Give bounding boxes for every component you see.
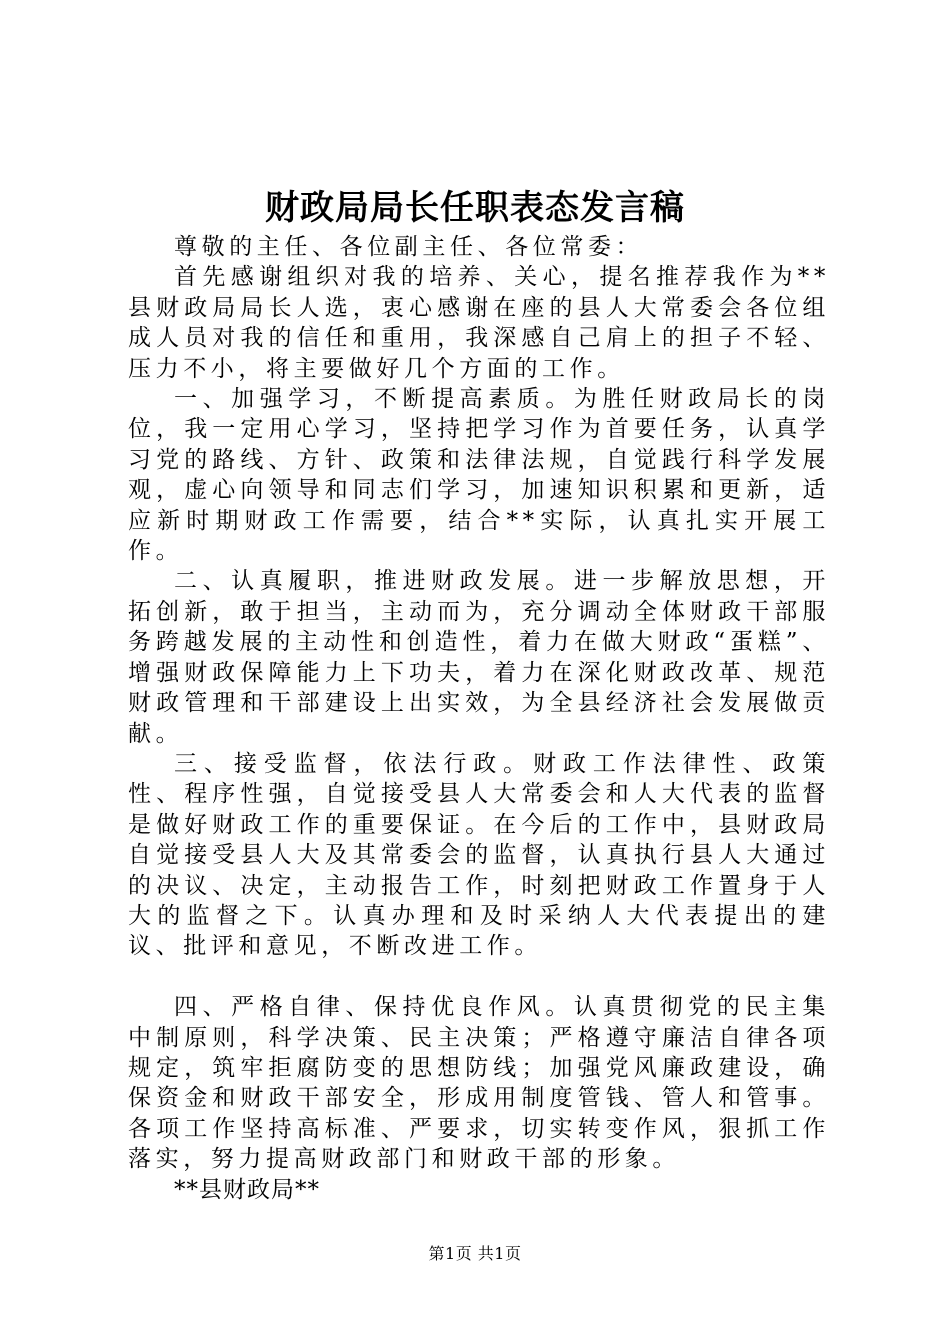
paragraph-supervision: 三、接受监督，依法行政。财政工作法律性、政策性、程序性强，自觉接受县人大常委会和人大代表的监督是做好财政工作的重要保证。在今后的工作中，县财政局自觉接受县人大及其常委会的监督，认真执行县人大通过的决议、决定，主动报告工作，时刻把财政工作置身于人大的监督之下。认真办理和及时采纳人大代表提出的建议、批评和意见，不断改进工作。 bbox=[128, 750, 830, 960]
paragraph-discipline: 四、严格自律、保持优良作风。认真贯彻党的民主集中制原则，科学决策、民主决策；严格遵守廉洁自律各项规定，筑牢拒腐防变的思想防线；加强党风廉政建设，确保资金和财政干部安全，形成用制度管钱、管人和管事。各项工作坚持高标准、严要求，切实转变作风，狠抓工作落实，努力提高财政部门和财政干部的形象。 bbox=[128, 994, 830, 1173]
document-body bbox=[128, 232, 830, 1205]
signature: **县财政局** bbox=[174, 1176, 320, 1203]
document-title: 财政局局长任职表态发言稿 bbox=[265, 188, 685, 228]
blank-line bbox=[128, 962, 830, 992]
paragraph-study: 一、加强学习，不断提高素质。为胜任财政局长的岗位，我一定用心学习，坚持把学习作为首要任务，认真学习党的路线、方针、政策和法律法规，自觉践行科学发展观，虚心向领导和同志们学习，加速知识积累和更新，适应新时期财政工作需要，结合**实际，认真扎实开展工作。 bbox=[128, 386, 830, 565]
page-number-footer: 第1页 共1页 bbox=[428, 1244, 522, 1263]
paragraph-intro: 首先感谢组织对我的培养、关心，提名推荐我作为**县财政局局长人选，衷心感谢在座的县人大常委会各位组成人员对我的信任和重用，我深感自己肩上的担子不轻、压力不小，将主要做好几个方面的工作。 bbox=[128, 264, 830, 382]
paragraph-duty: 二、认真履职，推进财政发展。进一步解放思想，开拓创新，敢于担当，主动而为，充分调动全体财政干部服务跨越发展的主动性和创造性，着力在做大财政“蛋糕”、增强财政保障能力上下功夫，着力在深化财政改革、规范财政管理和干部建设上出实效，为全县经济社会发展做贡献。 bbox=[128, 568, 830, 747]
salutation: 尊敬的主任、各位副主任、各位常委： bbox=[174, 234, 644, 260]
